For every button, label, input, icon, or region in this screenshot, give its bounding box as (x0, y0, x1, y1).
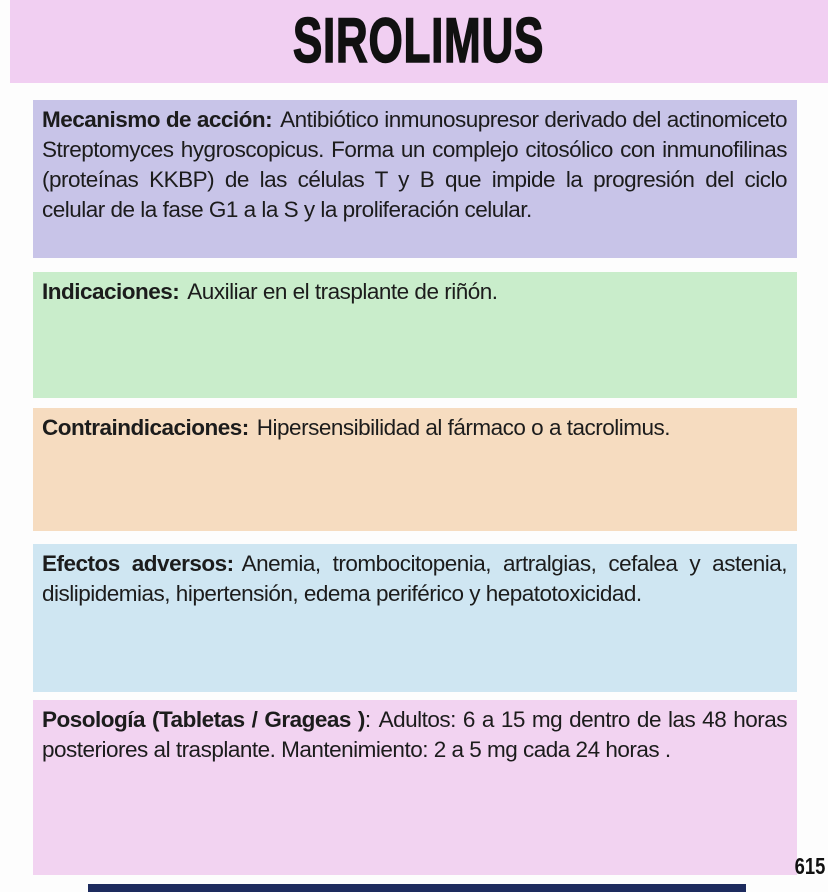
section-label: Efectos adversos: (42, 551, 234, 576)
section-posologia (33, 700, 797, 875)
section-label: Indicaciones: (42, 279, 180, 304)
footer-bar (88, 884, 746, 892)
section-label: Posología (Tabletas / Grageas ) (42, 707, 365, 732)
section-text: Anemia, trombocitopenia, artralgias, cefalea y astenia, dislipidemias, hipertensión, edema periférico y hepatotoxicidad. (42, 551, 787, 606)
section-label: Contraindicaciones: (42, 415, 249, 440)
section-label: Mecanismo de acción: (42, 107, 273, 132)
page-title: SIROLIMUS (293, 6, 545, 76)
section-efectos-adversos (33, 544, 797, 692)
section-mecanismo-de-accion (33, 100, 797, 258)
section-text: Adultos: 6 a 15 mg dentro de las 48 horas posteriores al trasplante. Mantenimiento: 2 a 5 mg cada 24 horas . (42, 707, 787, 762)
section-text: Auxiliar en el trasplante de riñón. (187, 279, 498, 304)
section-label-colon: : (364, 707, 371, 732)
title-banner (10, 0, 828, 83)
section-text: Antibiótico inmunosupresor derivado del actinomiceto Streptomyces hygroscopicus. Forma un complejo citosólico con inmunofilinas (proteínas KKBP) de las células T y B que impide la progresión del ciclo celular de la fase G1 a la S y la proliferación celular. (42, 107, 788, 222)
section-indicaciones (33, 272, 797, 398)
section-text: Hipersensibilidad al fármaco o a tacrolimus. (256, 415, 670, 440)
page-number: 615 (794, 853, 825, 879)
section-contraindicaciones (33, 408, 797, 531)
